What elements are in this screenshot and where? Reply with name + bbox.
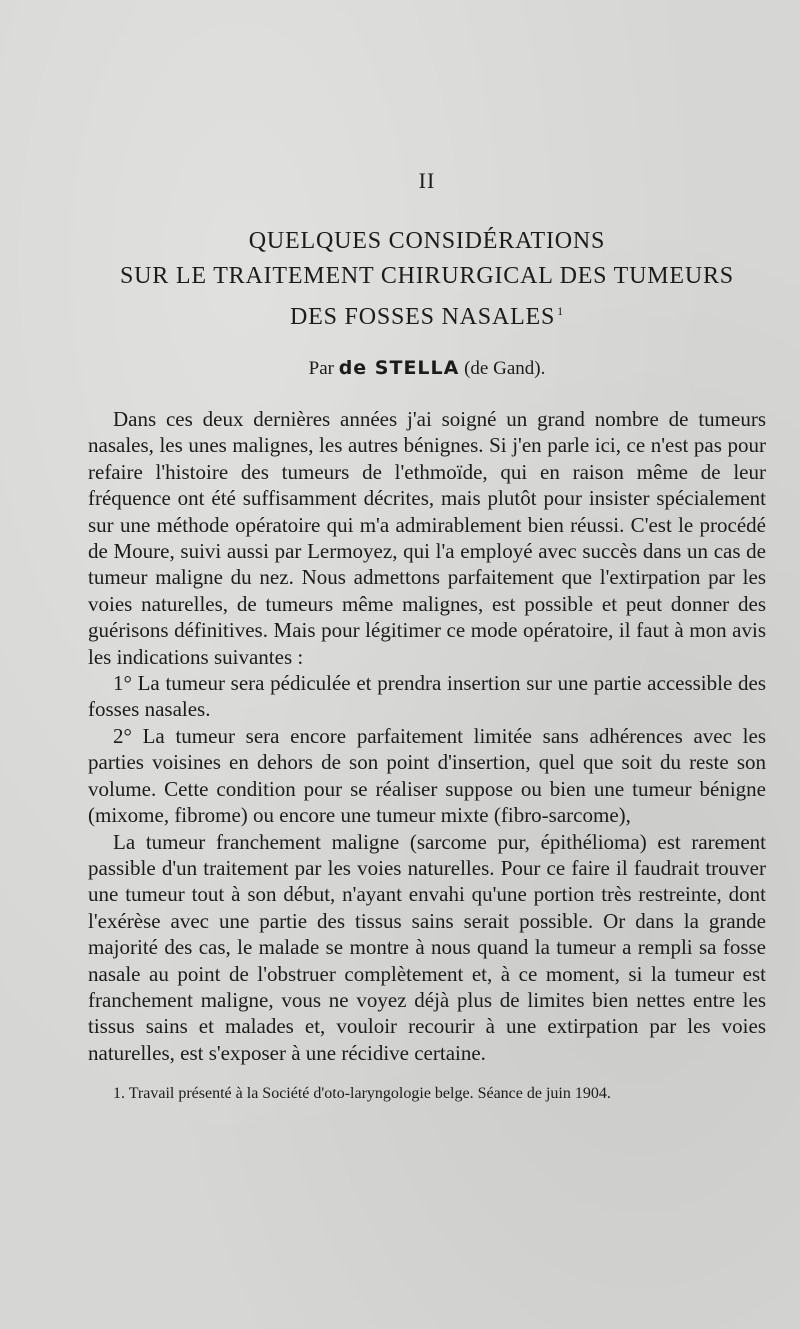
title-line-1: QUELQUES CONSIDÉRATIONS xyxy=(248,228,606,254)
footnote: 1. Travail présenté à la Société d'oto-laryngologie belge. Séance de juin 1904. xyxy=(113,1085,611,1103)
title-footnote-marker: 1 xyxy=(557,304,564,318)
page-content xyxy=(88,168,766,1103)
footnote-spacer xyxy=(88,1066,766,1084)
article-title xyxy=(88,224,766,335)
byline-prefix: Par xyxy=(308,358,334,379)
paragraph-malignant: La tumeur franchement maligne (sarcome pur, épithélioma) est rarement passible d'un traitement par les voies naturelles. Pour ce faire il faudrait trouver une tumeur tout à son début, n'ayant envahi qu'une portion très restreinte, dont l'exérèse avec une partie des tissus sains serait possible. Or dans la grande majorité des cas, le malade se montre à nous quand la tumeur a rempli sa fosse nasale au point de l'obstruer complètement et, à ce moment, si la tumeur est franchement maligne, vous ne voyez déjà plus de limites bien nettes entre les tissus sains et malades et, vouloir recourir à une extirpation par les voies naturelles, est s'exposer à une récidive certaine. xyxy=(88,829,766,1065)
paragraph-indication-1: 1° La tumeur sera pédiculée et prendra insertion sur une partie accessible des fosses nasales. xyxy=(88,671,766,722)
title-line-2: SUR LE TRAITEMENT CHIRURGICAL DES TUMEURS xyxy=(120,263,734,289)
byline xyxy=(88,357,766,380)
paragraph-indication-2: 2° La tumeur sera encore parfaitement limitée sans adhérences avec les parties voisines en dehors de son point d'insertion, quel que soit du reste son volume. Cette condition pour se réaliser suppose ou bien une tumeur bénigne (mixome, fibrome) ou encore une tumeur mixte (fibro-sarcome), xyxy=(88,723,766,828)
title-line-3 xyxy=(88,294,766,335)
title-line-3-text: DES FOSSES NASALES xyxy=(290,304,556,330)
chapter-number: II xyxy=(418,168,436,193)
paragraph-intro: Dans ces deux dernières années j'ai soigné un grand nombre de tumeurs nasales, les unes malignes, les autres bénignes. Si j'en parle ici, ce n'est pas pour refaire l'histoire des tumeurs de l'ethmoïde, qui en raison même de leur fréquence ont été suffisamment décrites, mais plutôt pour insister spécialement sur une méthode opératoire qui m'a admirablement bien réussi. C'est le procédé de Moure, suivi aussi par Lermoyez, qui l'a employé avec succès dans un cas de tumeur maligne du nez. Nous admettons parfaitement que l'extirpation par les voies naturelles, de tumeurs même malignes, est possible et peut donner des guérisons définitives. Mais pour légitimer ce mode opératoire, il faut à mon avis les indications suivantes : xyxy=(88,407,766,669)
author-name: de STELLA xyxy=(338,357,460,379)
author-affiliation: (de Gand). xyxy=(464,358,546,379)
body-text xyxy=(88,406,766,1066)
